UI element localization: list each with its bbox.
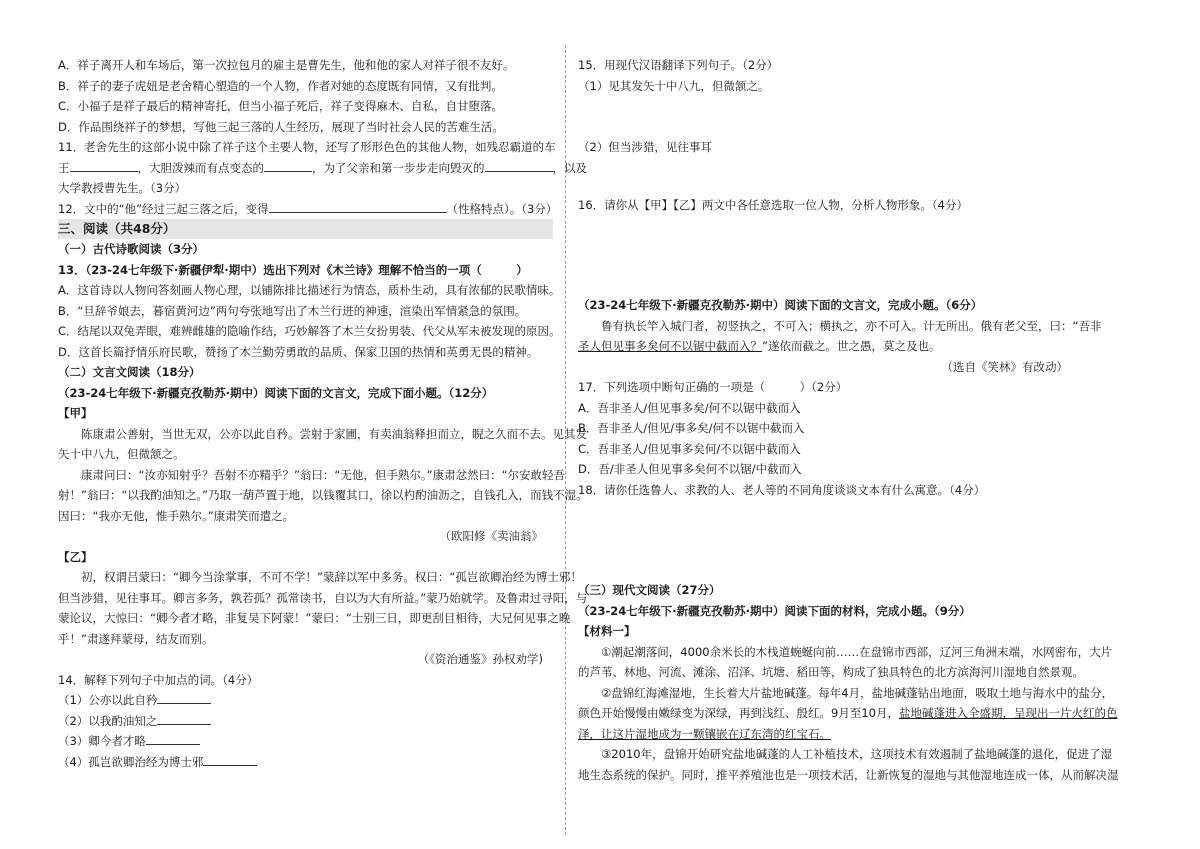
material-p3-line-1: ③2010年，盘锦开始研究盐地碱蓬的人工补植技术，这项技术有效遏制了盐地碱蓬的退化，促进了湿 [601, 747, 1113, 761]
q10-option-b: B．祥子的妻子虎妞是老舍精心塑造的一个人物，作者对她的态度既有同情，又有批判。 [58, 78, 503, 93]
q14-blank-3[interactable] [146, 732, 200, 745]
jia-p2-line-2: 射！”翁曰：“以我酌油知之。”乃取一葫芦置于地，以钱覆其口，徐以杓酌油沥之，自钱孔入，而钱不湿。 [58, 488, 588, 502]
material-p2-line-1: ②盘锦红海滩湿地，生长着大片盐地碱蓬。每年4月，盐地碱蓬钻出地面，吸取土地与海水中的盐分， [601, 685, 1114, 700]
q15-answer-space-2[interactable] [578, 158, 1078, 195]
q12-blank[interactable] [269, 200, 447, 213]
jia-p2-line-1: 康肃问曰：“汝亦知射乎？吾射不亦精乎？”翁曰：“无他，但手熟尔。”康肃忿然曰：“尔安敢轻吾 [81, 467, 566, 482]
q16-answer-space[interactable] [578, 215, 1078, 295]
q11-part-3: ，为了父亲和第一步步走向毁灭的 [312, 160, 485, 175]
q14-blank-1[interactable] [157, 691, 211, 704]
q12-text-b: （性格特点）。（3分） [446, 201, 558, 216]
q17-option-a: A．吾非圣人/但见事多矣/何不以锯中截而入 [578, 400, 801, 415]
q10-option-d: D．作品围绕祥子的梦想，写他三起三落的人生经历，展现了当时社会人民的苦难生活。 [58, 119, 504, 134]
q10-option-c: C．小福子是祥子最后的精神寄托，但当小福子死后，祥子变得麻木、自私，自甘堕落。 [58, 99, 504, 113]
q14-item-2 [58, 711, 553, 732]
q14-item-2-text: （2）以我酌油知之 [58, 713, 158, 728]
q11-blank-3[interactable] [485, 159, 553, 172]
q11-part-4: ，以及 [552, 160, 587, 175]
q10-option-a: A．祥子离开人和车场后，第一次拉包月的雇主是曹先生，他和他的家人对祥子很不友好。 [58, 58, 515, 72]
q14-blank-4[interactable] [203, 753, 257, 766]
q14-blank-2[interactable] [157, 712, 211, 725]
material-p1-line-2: 的芦苇、林地、河流、滩涂、沼泽、坑塘、稻田等，构成了独具特色的北方滨海河川湿地自然景观。 [578, 665, 1084, 679]
q11-line-2 [58, 158, 587, 179]
fable-line-2 [578, 336, 1078, 357]
q17-stem: 17．下列选项中断句正确的一项是（ ）（2分） [578, 380, 848, 394]
left-column [58, 55, 588, 772]
fable-intro: （23-24七年级下·新疆克孜勒苏·期中）阅读下面的文言文，完成小题。（6分） [578, 298, 983, 312]
q14-item-3 [58, 731, 553, 752]
q11-blank-2[interactable] [264, 159, 312, 172]
q14-stem: 14．解释下列句子中加点的词。（4分） [58, 672, 259, 687]
modern-intro: （23-24七年级下·新疆克孜勒苏·期中）阅读下面的材料，完成小题。（9分） [578, 603, 971, 618]
q17-option-d: D．吾/非圣人但见事多矣何不以锯/中截而入 [578, 462, 802, 476]
text-jia-label: 【甲】 [58, 406, 93, 420]
jia-p2-line-3: 因曰：“我亦无他，惟手熟尔。”康肃笑而遣之。 [58, 508, 295, 523]
q11-part-1: 王 [58, 160, 70, 175]
jia-p1-line-1: 陈康肃公善射，当世无双，公亦以此自矜。尝射于家圃，有卖油翁释担而立，睨之久而不去。见其发 [81, 426, 587, 441]
right-column [578, 55, 1119, 785]
q18-stem: 18．请你任选鲁人、求教的人、老人等的不同角度谈谈文本有什么寓意。（4分） [578, 482, 986, 497]
q13-option-c: C．结尾以双兔弄眼，难辨雌雄的隐喻作结，巧妙解答了木兰女扮男装、代父从军未被发现的原因。 [58, 324, 561, 338]
jia-p1-line-2: 矢十中八九，但微颔之。 [58, 447, 185, 461]
q13-option-b: B．“旦辞爷娘去，暮宿黄河边”两句夸张地写出了木兰行进的神速，渲染出军情紧急的氛围。 [58, 303, 527, 318]
q13-option-d: D．这首长篇抒情乐府民歌，赞扬了木兰勤劳勇敢的品质、保家卫国的热情和英勇无畏的精神。 [58, 344, 539, 359]
q11-part-2: ，大胆泼辣而有点变态的 [137, 160, 264, 175]
yi-source: （《资治通鉴》孙权劝学) [417, 652, 543, 666]
q12 [58, 199, 558, 220]
yi-line-2: 但当涉猎，见往事耳。卿言多务，孰若孤？孤常读书，自以为大有所益。”蒙乃始就学。及鲁肃过寻阳，与 [58, 590, 588, 605]
q16-stem: 16．请你从【甲】【乙】两文中各任意选取一位人物，分析人物形象。（4分） [578, 197, 968, 212]
material-p2-line-2 [578, 703, 1118, 724]
q14-item-1-text: （1）公亦以此自矜 [58, 693, 158, 707]
fable-underlined-sentence: 圣人但见事多矣何不以锯中截而入？ [578, 339, 762, 353]
q13-option-a: A．这首诗以人物问答刻画人物心理，以铺陈排比描述行为情态，质朴生动，具有浓郁的民歌情味。 [58, 283, 561, 297]
q15-stem: 15．用现代汉语翻译下列句子。（2分） [578, 58, 779, 72]
section-3-heading: 三、阅读（共48分） [58, 219, 553, 239]
q11-line-1: 11．老舍先生的这部小说中除了祥子这个主要人物，还写了形形色色的其他人物，如残忍霸道的车 [58, 140, 556, 154]
subsection-classical: （二）文言文阅读（18分） [58, 365, 201, 379]
material-1-label: 【材料一】 [578, 624, 636, 638]
fable-line-1: 鲁有执长竿入城门者，初竖执之，不可入；横执之，亦不可入。计无所出。俄有老父至，曰：“吾非 [601, 318, 1102, 333]
subsection-modern: （三）现代文阅读（27分） [578, 583, 721, 597]
classical-intro: （23-24七年级下·新疆克孜勒苏·期中）阅读下面的文言文，完成下面小题。（12分） [58, 385, 494, 400]
q14-item-3-text: （3）卿今者才略 [58, 734, 146, 748]
material-p2-underlined-b: 泽，让这片湿地成为一颗镶嵌在辽东湾的红宝石。 [578, 726, 831, 741]
material-p1-line-1: ①潮起潮落间，4000余米长的木栈道蜿蜒向前……在盘锦市西部，辽河三角洲末端，水网密布，大片 [601, 644, 1113, 659]
yi-line-3: 蒙论议，大惊曰：“卿今者才略，非复吴下阿蒙！”蒙曰：“士别三日，即更刮目相待，大兄何见事之晚 [58, 611, 571, 625]
fable-source: （选自《笑林》有改动） [941, 359, 1068, 374]
q15-item-1: （1）见其发矢十中八九，但微颔之。 [578, 78, 770, 93]
q15-answer-space-1[interactable] [578, 96, 1078, 137]
material-p2-line-3 [578, 724, 1078, 745]
q17-option-b: B．吾非圣人/但见/事多矣/何不以锯中截而入 [578, 421, 805, 435]
q12-text-a: 12．文中的“他”经过三起三落之后，变得 [58, 201, 269, 216]
q14-item-4 [58, 752, 553, 773]
material-p3-line-2: 地生态系统的保护。同时，推平养殖池也是一项技术活，让新恢复的湿地与其他湿地连成一体，从而解决湿 [578, 767, 1119, 782]
q11-line-3: 大学教授曹先生。（3分） [58, 181, 187, 195]
fable-line-2-rest: ”遂依而截之。世之愚，莫之及也。 [762, 339, 941, 353]
q14-item-4-text: （4）孤岂欲卿治经为博士邪 [58, 754, 204, 769]
material-p2-line-2a: 颜色开始慢慢由嫩绿变为深绿，再到浅红、殷红。9月至10月， [578, 706, 899, 720]
q11-blank-1[interactable] [70, 159, 138, 172]
text-yi-label: 【乙】 [58, 549, 93, 564]
q14-item-1 [58, 690, 553, 711]
q13-stem: 13．（23-24七年级下·新疆伊犁·期中）选出下列对《木兰诗》理解不恰当的一项（ ） [58, 262, 528, 277]
q18-answer-space[interactable] [578, 500, 1078, 580]
subsection-poetry: （一）古代诗歌阅读（3分） [58, 242, 205, 256]
jia-source: （欧阳修《卖油翁》 [439, 529, 543, 543]
material-p2-underlined-a: 盐地碱蓬进入全盛期，呈现出一片火红的色 [898, 706, 1118, 720]
q15-item-2: （2）但当涉猎，见往事耳 [578, 140, 712, 154]
yi-line-4: 乎！”肃遂拜蒙母，结友而别。 [58, 631, 214, 646]
q17-option-c: C．吾非圣人/但见事多矣何/不以锯中截而入 [578, 441, 801, 456]
yi-line-1: 初，权谓吕蒙曰：“卿今当涂掌事，不可不学！”蒙辞以军中多务。权曰：“孤岂欲卿治经为博士邪！ [81, 570, 582, 584]
